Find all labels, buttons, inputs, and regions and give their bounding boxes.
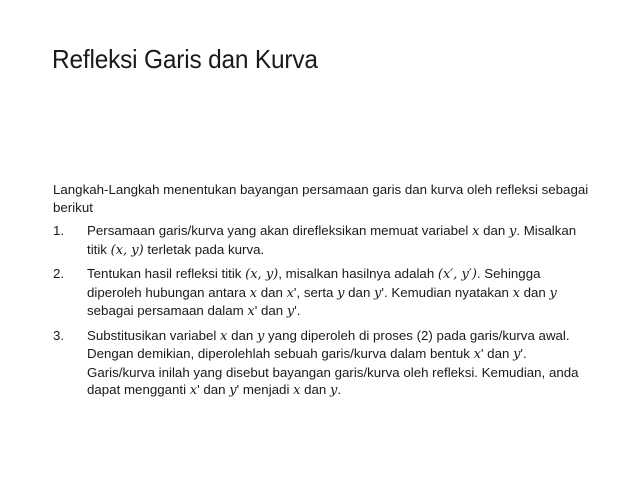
math-var: x xyxy=(220,328,228,344)
math-var: y xyxy=(549,285,557,301)
step-item-2 xyxy=(53,265,598,321)
text-run: ' dan xyxy=(197,382,230,397)
step-text xyxy=(87,327,598,400)
text-run: sebagai persamaan dalam xyxy=(87,303,248,318)
math-var: x xyxy=(189,383,198,398)
math-expression: (x, y) xyxy=(245,267,279,282)
math-var: y xyxy=(374,285,382,301)
text-run: dan xyxy=(519,284,550,300)
step-number: 1. xyxy=(53,223,65,238)
slide-title: Refleksi Garis dan Kurva xyxy=(52,44,318,74)
text-run: dan xyxy=(300,382,331,397)
math-var: x xyxy=(472,224,480,239)
math-var: y xyxy=(229,383,237,398)
text-run: ' dan xyxy=(254,303,287,318)
math-var: y xyxy=(256,328,265,344)
math-var: y xyxy=(513,347,521,362)
slide-content xyxy=(53,181,598,406)
step-text xyxy=(87,222,598,259)
text-run: dan xyxy=(257,284,287,300)
math-expression: (x′, y′) xyxy=(437,267,477,282)
text-run: ' dan xyxy=(480,346,514,361)
text-run: Substitusikan variabel xyxy=(87,327,221,343)
step-item-1 xyxy=(53,222,598,259)
text-run: '. Kemudian nyatakan xyxy=(381,284,513,300)
math-var: x xyxy=(247,304,255,319)
step-number: 2. xyxy=(53,266,65,281)
math-var: x xyxy=(473,347,481,362)
step-text xyxy=(87,265,598,321)
text-run: terletak pada kurva. xyxy=(143,241,265,257)
text-run: , misalkan hasilnya adalah xyxy=(278,266,438,281)
text-run: ' menjadi xyxy=(236,382,294,397)
text-run: . Misalkan titik xyxy=(87,223,577,257)
text-run: yang diperoleh di proses (2) pada garis/kurva awal. Dengan demikian, diperolehlah sebuah garis/kurva dalam bentuk xyxy=(87,327,570,361)
text-run: '. xyxy=(294,303,301,318)
text-run: . Sehingga diperoleh hubungan antara xyxy=(87,266,541,300)
math-var: x xyxy=(293,383,301,398)
step-item-3 xyxy=(53,327,598,400)
math-expression: (x, y) xyxy=(110,242,144,258)
intro-text: Langkah-Langkah menentukan bayangan persamaan garis dan kurva oleh refleksi sebagai berikut xyxy=(53,182,589,215)
text-run: dan xyxy=(344,284,375,300)
math-var: x xyxy=(249,285,257,301)
math-var: x xyxy=(512,285,520,301)
steps-list xyxy=(53,222,598,400)
text-run: . xyxy=(337,382,342,397)
math-var: y xyxy=(508,224,517,239)
math-var: y xyxy=(337,285,345,301)
math-var: x xyxy=(286,285,294,301)
math-var: y xyxy=(330,383,338,398)
text-run: ', serta xyxy=(293,284,338,300)
text-run: Persamaan garis/kurva yang akan direfleksikan memuat variabel xyxy=(87,223,473,238)
step-number: 3. xyxy=(53,327,65,343)
text-run: dan xyxy=(227,327,257,343)
text-run: Tentukan hasil refleksi titik xyxy=(87,266,246,281)
text-run: dan xyxy=(479,223,509,238)
text-run: '. Garis/kurva inilah yang disebut bayangan garis/kurva oleh refleksi. Kemudian, anda dapat mengganti xyxy=(87,346,579,397)
math-var: y xyxy=(286,304,295,319)
